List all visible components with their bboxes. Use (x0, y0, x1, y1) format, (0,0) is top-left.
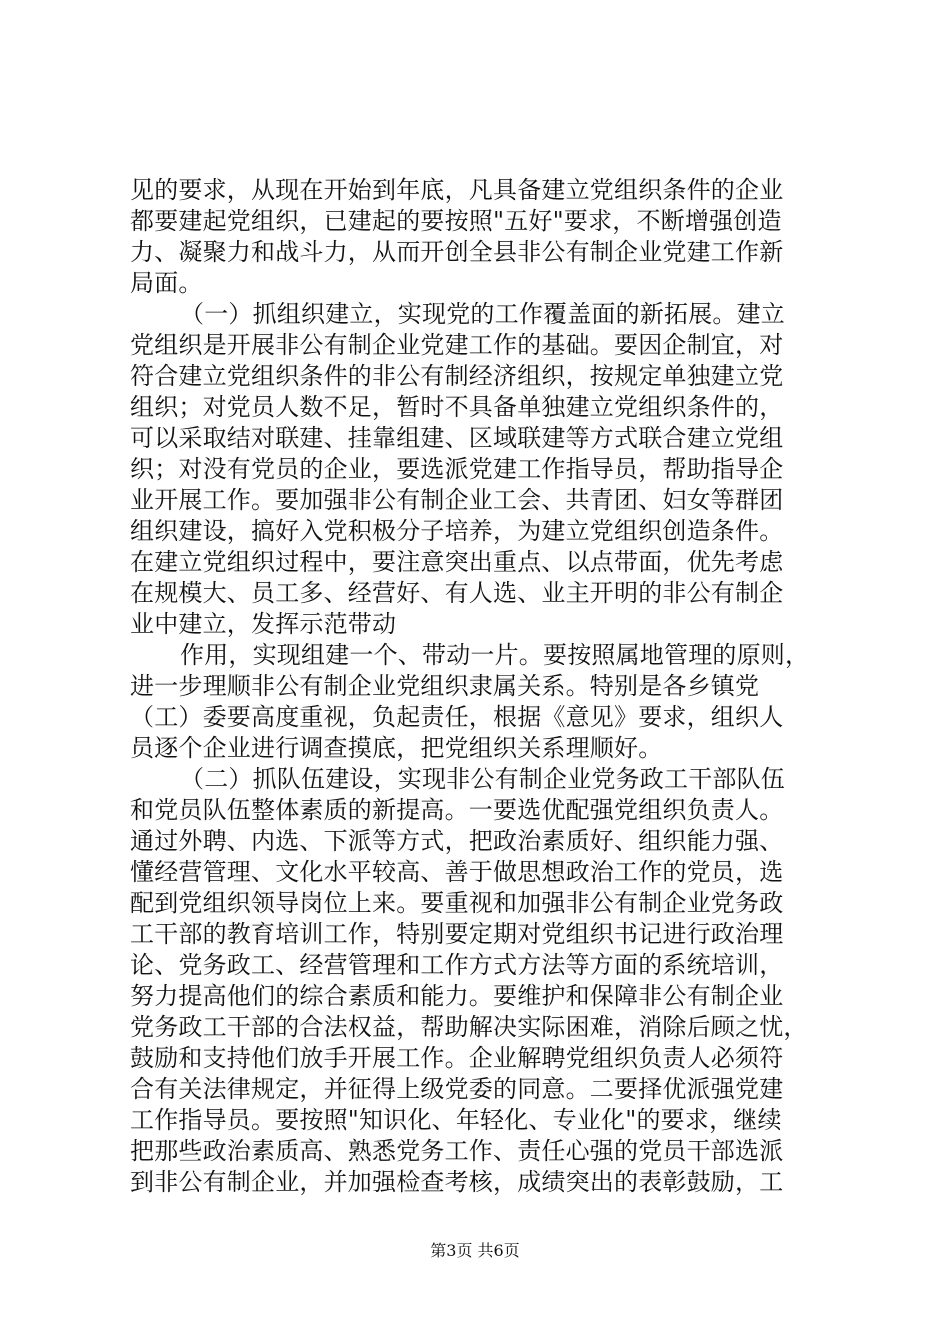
text-line: 可以采取结对联建、挂靠组建、区域联建等方式联合建立党组 (130, 424, 784, 452)
text-line: 论、党务政工、经营管理和工作方式方法等方面的系统培训， (130, 951, 784, 979)
text-line: 鼓励和支持他们放手开展工作。企业解聘党组织负责人必须符 (130, 1044, 784, 1072)
text-line: 党组织是开展非公有制企业党建工作的基础。要因企制宜，对 (130, 331, 784, 359)
text-line: 局面。 (130, 269, 203, 297)
text-line: 党务政工干部的合法权益，帮助解决实际困难，消除后顾之忧， (130, 1013, 808, 1041)
text-line: 和党员队伍整体素质的新提高。一要选优配强党组织负责人。 (130, 796, 784, 824)
text-line: 见的要求，从现在开始到年底，凡具备建立党组织条件的企业 (130, 176, 784, 204)
paragraph-first-line: （一）抓组织建立，实现党的工作覆盖面的新拓展。建立 (180, 300, 785, 328)
text-line: 合有关法律规定，并征得上级党委的同意。二要择优派强党建 (130, 1075, 784, 1103)
text-line: 织；对没有党员的企业，要选派党建工作指导员，帮助指导企 (130, 455, 784, 483)
text-line: 懂经营管理、文化水平较高、善于做思想政治工作的党员，选 (130, 858, 784, 886)
text-line: 通过外聘、内选、下派等方式，把政治素质好、组织能力强、 (130, 827, 784, 855)
text-line: 业开展工作。要加强非公有制企业工会、共青团、妇女等群团 (130, 486, 784, 514)
text-line: 在建立党组织过程中，要注意突出重点、以点带面，优先考虑 (130, 548, 784, 576)
text-line: 业中建立，发挥示范带动 (130, 610, 397, 638)
text-line: 努力提高他们的综合素质和能力。要维护和保障非公有制企业 (130, 982, 784, 1010)
text-line: 到非公有制企业，并加强检查考核，成绩突出的表彰鼓励，工 (130, 1168, 784, 1196)
text-line: 员逐个企业进行调查摸底，把党组织关系理顺好。 (130, 734, 663, 762)
text-line: 在规模大、员工多、经营好、有人选、业主开明的非公有制企 (130, 579, 784, 607)
text-line: 组织建设，搞好入党积极分子培养，为建立党组织创造条件。 (130, 517, 784, 545)
text-line: 工作指导员。要按照"知识化、年轻化、专业化"的要求，继续 (130, 1106, 782, 1134)
text-line: 符合建立党组织条件的非公有制经济组织，按规定单独建立党 (130, 362, 784, 390)
document-body (130, 175, 830, 1198)
paragraph-first-line: 作用，实现组建一个、带动一片。要按照属地管理的原则， (180, 641, 810, 669)
text-line: 都要建起党组织，已建起的要按照"五好"要求，不断增强创造 (130, 207, 782, 235)
text-line: 力、凝聚力和战斗力，从而开创全县非公有制企业党建工作新 (130, 238, 784, 266)
text-line: 组织；对党员人数不足，暂时不具备单独建立党组织条件的， (130, 393, 784, 421)
text-line: 进一步理顺非公有制企业党组织隶属关系。特别是各乡镇党 (130, 672, 760, 700)
text-line: 工干部的教育培训工作，特别要定期对党组织书记进行政治理 (130, 920, 784, 948)
text-line: 把那些政治素质高、熟悉党务工作、责任心强的党员干部选派 (130, 1137, 784, 1165)
paragraph-first-line: （二）抓队伍建设，实现非公有制企业党务政工干部队伍 (180, 765, 785, 793)
text-line: 配到党组织领导岗位上来。要重视和加强非公有制企业党务政 (130, 889, 784, 917)
page-number-footer: 第3页 共6页 (430, 1241, 520, 1260)
text-line: （工）委要高度重视，负起责任，根据《意见》要求，组织人 (130, 703, 784, 731)
